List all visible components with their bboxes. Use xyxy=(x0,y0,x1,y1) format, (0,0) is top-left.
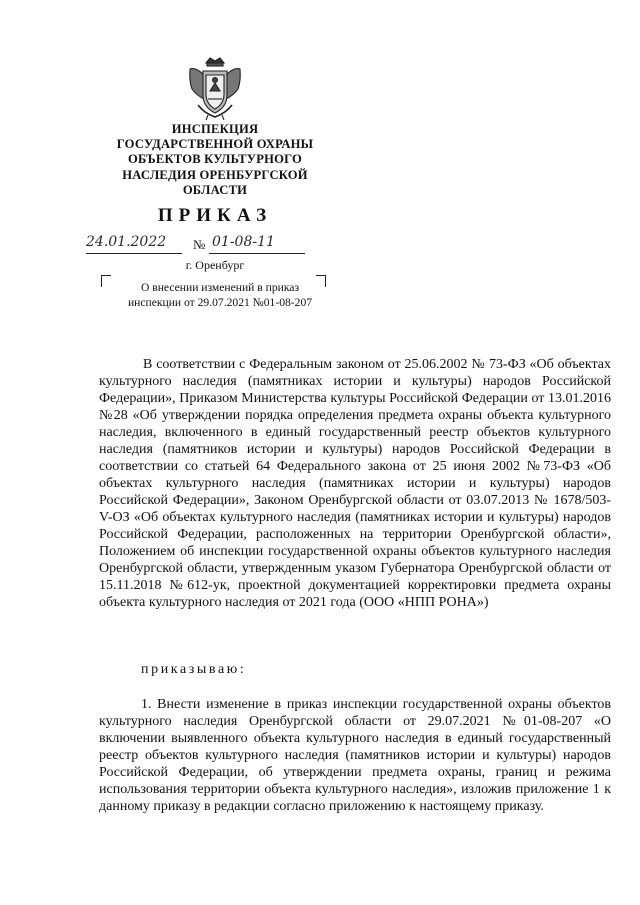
order-number-handwritten: 01-08-11 xyxy=(212,234,275,250)
document-title: ПРИКАЗ xyxy=(157,205,273,226)
city-label: г. Оренбург xyxy=(185,258,245,272)
order-date-handwritten: 24.01.2022 xyxy=(86,234,167,250)
agency-line: ГОСУДАРСТВЕННОЙ ОХРАНЫ xyxy=(116,137,314,152)
agency-line: НАСЛЕДИЯ ОРЕНБУРГСКОЙ xyxy=(122,167,308,182)
order-subject xyxy=(108,280,332,310)
number-underline xyxy=(209,253,305,254)
subject-line: инспекции от 29.07.2021 №01-08-207 xyxy=(127,296,313,309)
coat-of-arms-emblem xyxy=(186,55,244,121)
date-underline xyxy=(86,253,182,254)
agency-line: ОБЛАСТИ xyxy=(182,182,248,197)
decree-word: приказываю: xyxy=(141,662,247,677)
item-1-paragraph: 1. Внести изменение в приказ инспекции государственной охраны объектов культурного наследия Оренбургской области от 29.07.2021 №01-08-207 «О включении выявленного объекта культурного наследия в единый государственный реестр объектов культурного наследия (памятников истории и культуры) народов Российской Федерации, об утверждении предмета охраны, границ и режима использования территории объекта культурного наследия», изложив приложение 1 к данному приказу в редакции согласно приложению к настоящему приказу. xyxy=(99,697,611,814)
preamble-paragraph: В соответствии с Федеральным законом от 25.06.2002 № 73-ФЗ «Об объектах культурного наследия (памятниках истории и культуры) народов Российской Федерации», Приказом Министерства культуры Российской Федерации от 13.01.2016 №28 «Об утверждении порядка определения предмета охраны объекта культурного наследия, включенного в единый государственный реестр объектов культурного наследия (памятников истории и культуры) народов Российской Федерации в соответствии со статьей 64 Федерального закона от 25 июня 2002 №73-ФЗ «Об объектах культурного наследия (памятниках истории и культуры) народов Российской Федерации», Законом Оренбургской области от 03.07.2013 № 1678/503-V-ОЗ «Об объектах культурного наследия (памятниках истории и культуры) народов Российской Федерации, расположенных на территории Оренбургской области», Положением об инспекции государственной охраны объектов культурного наследия Оренбургской области, утвержденным указом Губернатора Оренбургской области от 15.11.2018 №612-ук, проектной документацией корректировки предмета охраны объекта культурного наследия от 2021 года (ООО «НПП РОНА») xyxy=(99,357,611,610)
order-number-label: № xyxy=(193,237,206,252)
agency-line: ОБЪЕКТОВ КУЛЬТУРНОГО xyxy=(127,152,303,167)
agency-name xyxy=(80,122,350,198)
agency-line: ИНСПЕКЦИЯ xyxy=(171,122,259,136)
subject-line: О внесении изменений в приказ xyxy=(140,281,300,294)
